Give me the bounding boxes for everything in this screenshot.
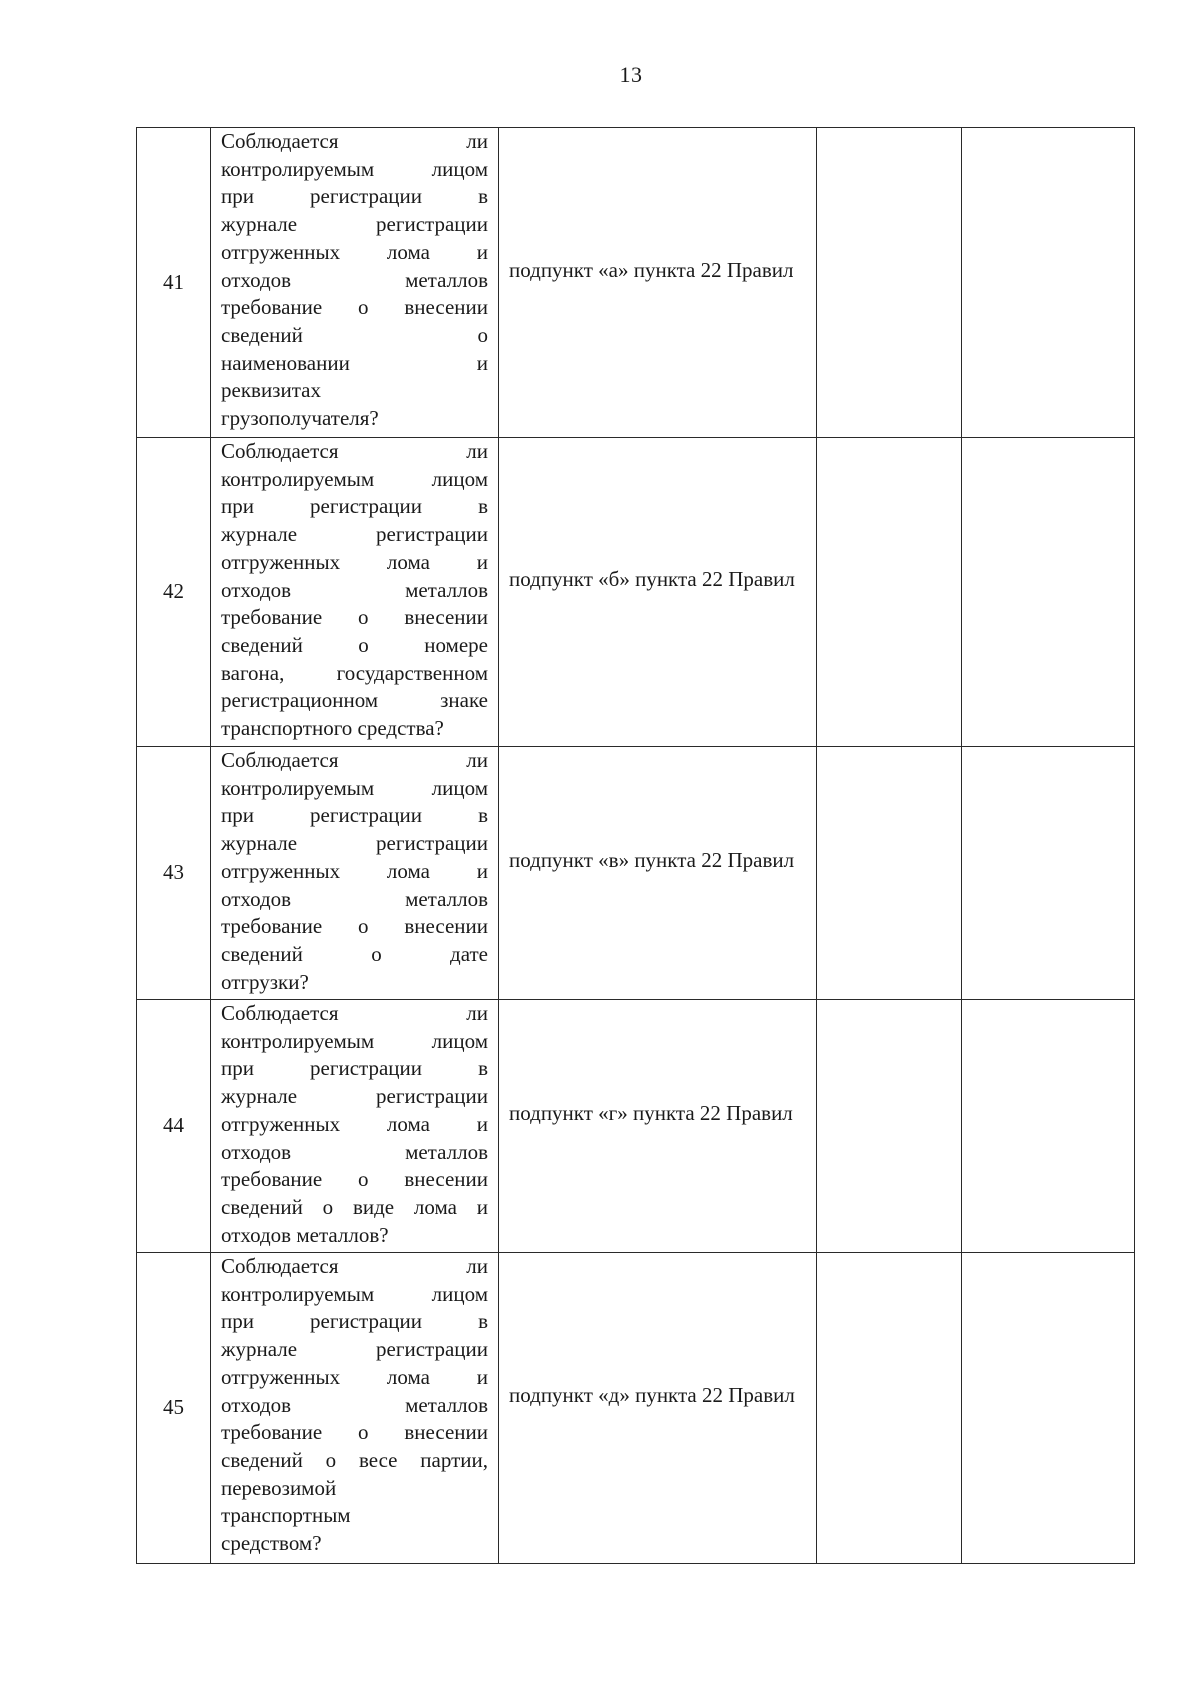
answer-cell — [817, 747, 962, 1000]
question-line: регистрационном знаке — [221, 688, 488, 713]
question-line: при регистрации в — [221, 1309, 488, 1334]
question-line: контролируемым лицом — [221, 466, 488, 491]
answer-cell — [817, 1000, 962, 1253]
question-line: при регистрации в — [221, 184, 488, 209]
question-line: журнале регистрации — [221, 1084, 488, 1109]
question-cell — [211, 438, 499, 747]
question-line: требование о внесении — [221, 914, 488, 939]
answer-cell — [817, 1253, 962, 1564]
question-line: Соблюдается ли — [221, 1254, 488, 1278]
row-number: 42 — [137, 438, 211, 747]
question-line: отгруженных лома и — [221, 1364, 488, 1389]
question-line: контролируемым лицом — [221, 156, 488, 181]
question-line: отходов металлов — [221, 886, 488, 911]
question-line: отгруженных лома и — [221, 549, 488, 574]
table-row — [137, 1000, 1135, 1253]
question-line: отходов металлов — [221, 1139, 488, 1164]
question-line: отгруженных лома и — [221, 1111, 488, 1136]
legal-reference-cell — [499, 747, 817, 1000]
table-row — [137, 1253, 1135, 1564]
question-cell — [211, 128, 499, 438]
question-line: требование о внесении — [221, 605, 488, 630]
question-line: контролируемым лицом — [221, 775, 488, 800]
row-number: 41 — [137, 128, 211, 438]
question-line: Соблюдается ли — [221, 1001, 488, 1025]
table-row — [137, 438, 1135, 747]
legal-reference-cell — [499, 1253, 817, 1564]
question-cell — [211, 1000, 499, 1253]
checklist-body — [137, 128, 1135, 1564]
question-line: журнале регистрации — [221, 1337, 488, 1362]
question-line: отходов металлов — [221, 267, 488, 292]
note-cell — [962, 128, 1135, 438]
question-cell — [211, 1253, 499, 1564]
note-cell — [962, 1253, 1135, 1564]
question-line: сведений о весе партии, — [221, 1447, 488, 1472]
question-line: средством? — [221, 1531, 322, 1556]
question-line: сведений о номере — [221, 632, 488, 657]
question-line: требование о внесении — [221, 295, 488, 320]
checklist-table — [136, 127, 1135, 1564]
row-number: 43 — [137, 747, 211, 1000]
legal-reference: подпункт «г» пункта 22 Правил — [509, 1101, 793, 1126]
answer-cell — [817, 438, 962, 747]
question-line: отгрузки? — [221, 969, 309, 994]
table-row — [137, 128, 1135, 438]
question-line: требование о внесении — [221, 1167, 488, 1192]
note-cell — [962, 438, 1135, 747]
question-line: отходов металлов — [221, 1392, 488, 1417]
question-line: вагона, государственном — [221, 660, 488, 685]
row-number: 45 — [137, 1253, 211, 1564]
legal-reference-cell — [499, 128, 817, 438]
answer-cell — [817, 128, 962, 438]
legal-reference: подпункт «в» пункта 22 Правил — [509, 848, 795, 873]
table-row — [137, 747, 1135, 1000]
question-line: сведений о дате — [221, 941, 488, 966]
question-line: при регистрации в — [221, 803, 488, 828]
question-line: отгруженных лома и — [221, 858, 488, 883]
question-line: требование о внесении — [221, 1420, 488, 1445]
question-line: транспортным — [221, 1503, 351, 1528]
question-line: контролируемым лицом — [221, 1281, 488, 1306]
question-line: отходов металлов — [221, 577, 488, 602]
question-line: наименовании и — [221, 350, 488, 375]
legal-reference: подпункт «а» пункта 22 Правил — [509, 257, 794, 282]
question-line: журнале регистрации — [221, 522, 488, 547]
question-line: журнале регистрации — [221, 212, 488, 237]
question-line: Соблюдается ли — [221, 439, 488, 463]
question-line: реквизитах — [221, 378, 321, 403]
question-line: перевозимой — [221, 1475, 337, 1500]
question-line: контролируемым лицом — [221, 1028, 488, 1053]
question-line: при регистрации в — [221, 494, 488, 519]
legal-reference: подпункт «д» пункта 22 Правил — [509, 1383, 795, 1408]
question-line: при регистрации в — [221, 1056, 488, 1081]
question-line: отходов металлов? — [221, 1222, 389, 1247]
question-cell — [211, 747, 499, 1000]
legal-reference-cell — [499, 1000, 817, 1253]
question-line: отгруженных лома и — [221, 239, 488, 264]
page-number: 13 — [619, 62, 643, 87]
legal-reference-cell — [499, 438, 817, 747]
question-line: Соблюдается ли — [221, 129, 488, 153]
question-line: Соблюдается ли — [221, 748, 488, 772]
question-line: сведений о — [221, 322, 488, 347]
note-cell — [962, 747, 1135, 1000]
question-line: грузополучателя? — [221, 406, 379, 431]
note-cell — [962, 1000, 1135, 1253]
legal-reference: подпункт «б» пункта 22 Правил — [509, 567, 795, 592]
question-line: журнале регистрации — [221, 831, 488, 856]
question-line: транспортного средства? — [221, 716, 444, 741]
question-line: сведений о виде лома и — [221, 1194, 488, 1219]
row-number: 44 — [137, 1000, 211, 1253]
